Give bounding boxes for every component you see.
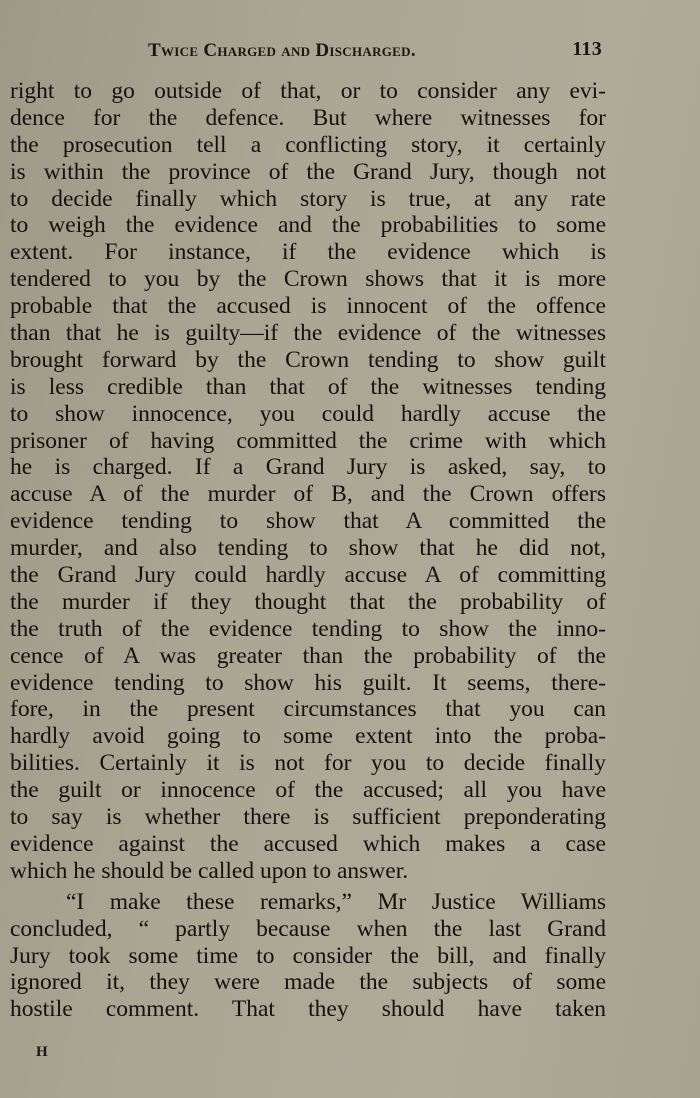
text-line: to say is whether there is sufficient preponderating (10, 804, 606, 831)
text-line: accuse A of the murder of B, and the Crown offers (10, 481, 606, 508)
text-line: brought forward by the Crown tending to show guilt (10, 346, 606, 373)
text-line: concluded, “ partly because when the last Grand (10, 915, 606, 942)
text-line: tendered to you by the Crown shows that it is more (10, 266, 606, 293)
body-text (10, 78, 606, 1023)
text-line: the truth of the evidence tending to show the inno- (10, 615, 606, 642)
text-line: than that he is guilty—if the evidence of the witnesses (10, 320, 606, 347)
text-line: evidence tending to show that A committed the (10, 508, 606, 535)
text-line: is less credible than that of the witnesses tending (10, 373, 606, 400)
text-line: to decide finally which story is true, at any rate (10, 185, 606, 212)
text-line: the prosecution tell a conflicting story, it certainly (10, 131, 606, 158)
text-line: the Grand Jury could hardly accuse A of committing (10, 562, 606, 589)
page-number: 113 (572, 38, 602, 60)
text-line: cence of A was greater than the probability of the (10, 642, 606, 669)
paragraph-1 (10, 78, 606, 885)
text-line: probable that the accused is innocent of the offence (10, 293, 606, 320)
text-line: prisoner of having committed the crime with which (10, 427, 606, 454)
text-line: right to go outside of that, or to consider any evi- (10, 78, 606, 104)
running-head (148, 38, 608, 64)
text-line: Jury took some time to consider the bill, and finally (10, 942, 606, 969)
text-line: hardly avoid going to some extent into the proba- (10, 723, 606, 750)
text-line: the murder if they thought that the probability of (10, 588, 606, 615)
text-line: extent. For instance, if the evidence which is (10, 239, 606, 266)
text-line: which he should be called upon to answer. (10, 857, 409, 884)
text-line: ignored it, they were made the subjects of some (10, 969, 606, 996)
text-line: the guilt or innocence of the accused; all you have (10, 777, 606, 804)
text-line: evidence tending to show his guilt. It seems, there- (10, 669, 606, 696)
text-line: dence for the defence. But where witnesses for (10, 104, 606, 131)
text-line: evidence against the accused which makes a case (10, 830, 606, 857)
text-line: to weigh the evidence and the probabilities to some (10, 212, 606, 239)
signature-mark: H (36, 1044, 48, 1060)
text-line: hostile comment. That they should have taken (10, 996, 606, 1023)
running-title: Twice Charged and Discharged. (148, 40, 416, 61)
text-line: to show innocence, you could hardly accuse the (10, 400, 606, 427)
text-line: fore, in the present circumstances that you can (10, 696, 606, 723)
text-line: he is charged. If a Grand Jury is asked, say, to (10, 454, 606, 481)
text-line: murder, and also tending to show that he did not, (10, 535, 606, 562)
text-line: is within the province of the Grand Jury, though not (10, 158, 606, 185)
text-line: bilities. Certainly it is not for you to decide finally (10, 750, 606, 777)
paragraph-2 (10, 889, 606, 1023)
text-line: “I make these remarks,” Mr Justice Williams (66, 888, 606, 915)
